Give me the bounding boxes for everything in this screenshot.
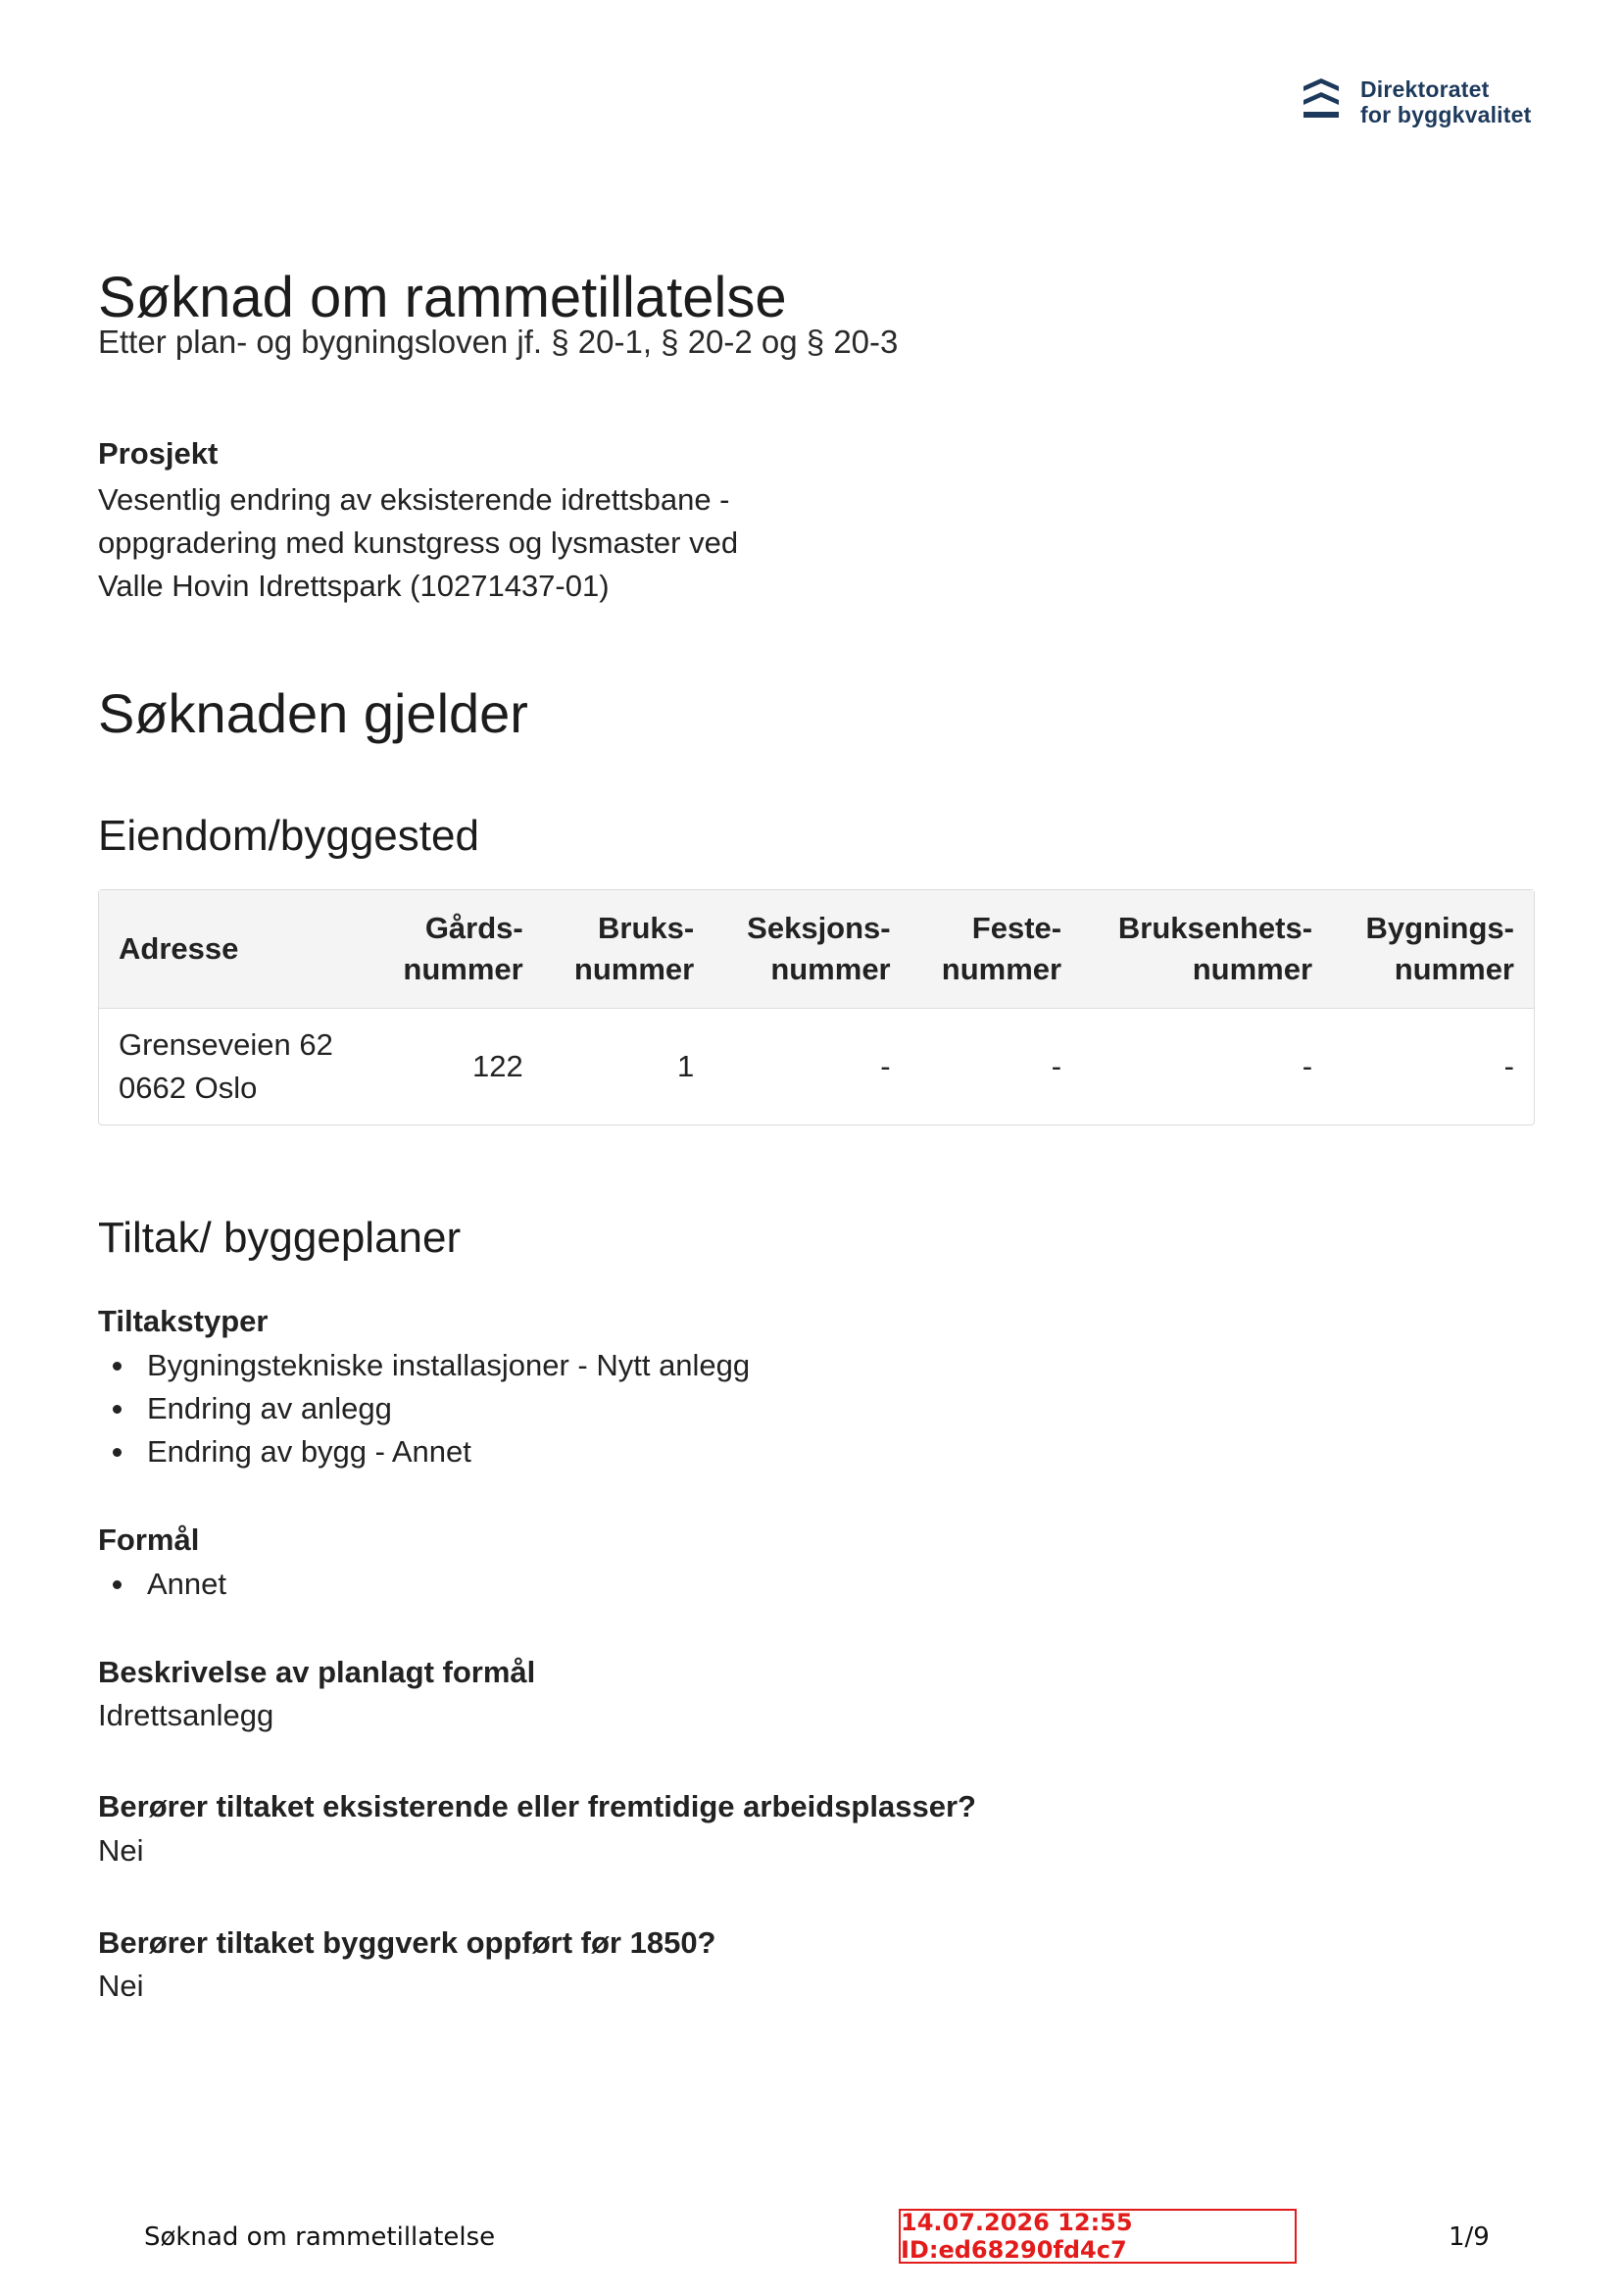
dibk-logo bbox=[1302, 76, 1531, 127]
logo-line-1: Direktoratet bbox=[1360, 76, 1490, 102]
tiltakstyper-label: Tiltakstyper bbox=[98, 1304, 269, 1338]
cell-gardsnummer: 122 bbox=[472, 1049, 523, 1083]
list-item: Endring av anlegg bbox=[98, 1387, 750, 1430]
footer-doc-title: Søknad om rammetillatelse bbox=[144, 2222, 496, 2252]
col-adresse: Adresse bbox=[99, 890, 371, 1009]
workplaces-answer: Nei bbox=[98, 1833, 144, 1868]
project-line: oppgradering med kunstgress og lysmaster ved bbox=[98, 525, 739, 560]
formal-label: Formål bbox=[98, 1522, 200, 1557]
col-bygningsnummer: Bygnings- nummer bbox=[1332, 890, 1534, 1009]
cell-bruksenhetsnummer: - bbox=[1302, 1049, 1313, 1083]
col-bruksnummer: Bruks- nummer bbox=[543, 890, 713, 1009]
col-festenummer: Feste- nummer bbox=[910, 890, 1081, 1009]
property-table bbox=[98, 889, 1535, 1125]
list-item: Endring av bygg - Annet bbox=[98, 1430, 750, 1473]
dibk-logo-icon bbox=[1302, 76, 1341, 124]
formal-list bbox=[98, 1563, 226, 1606]
cell-festenummer: - bbox=[1051, 1049, 1062, 1083]
project-label: Prosjekt bbox=[98, 436, 219, 471]
page-subtitle: Etter plan- og bygningsloven jf. § 20-1, § 20-2 og § 20-3 bbox=[98, 324, 899, 360]
cell-adresse: Grenseveien 62 0662 Oslo bbox=[119, 1027, 333, 1105]
page-title: Søknad om rammetillatelse bbox=[98, 266, 787, 329]
pre1850-answer: Nei bbox=[98, 1969, 144, 2003]
project-line: Vesentlig endring av eksisterende idrettsbane - bbox=[98, 482, 730, 517]
table-row bbox=[99, 1009, 1534, 1124]
table-header-row bbox=[99, 890, 1534, 1009]
project-description bbox=[98, 478, 738, 608]
logo-line-2: for byggkvalitet bbox=[1360, 102, 1532, 127]
logo-wordmark bbox=[1360, 76, 1531, 127]
property-heading: Eiendom/byggested bbox=[98, 812, 479, 860]
workplaces-question: Berører tiltaket eksisterende eller fremtidige arbeidsplasser? bbox=[98, 1789, 976, 1823]
tiltakstyper-list bbox=[98, 1344, 750, 1473]
list-item: Bygningstekniske installasjoner - Nytt anlegg bbox=[98, 1344, 750, 1387]
col-seksjonsnummer: Seksjons- nummer bbox=[713, 890, 910, 1009]
section-heading: Søknaden gjelder bbox=[98, 682, 528, 744]
list-item: Annet bbox=[98, 1563, 226, 1606]
pre1850-question: Berører tiltaket byggverk oppført før 1850? bbox=[98, 1925, 716, 1960]
timestamp-stamp: 14.07.2026 12:55 ID:ed68290fd4c7 bbox=[899, 2209, 1297, 2264]
cell-seksjonsnummer: - bbox=[880, 1049, 891, 1083]
project-line: Valle Hovin Idrettspark (10271437-01) bbox=[98, 569, 610, 603]
description-label: Beskrivelse av planlagt formål bbox=[98, 1655, 536, 1689]
cell-bruksnummer: 1 bbox=[676, 1049, 695, 1083]
col-gardsnummer: Gårds- nummer bbox=[371, 890, 542, 1009]
col-bruksenhetsnummer: Bruksenhets- nummer bbox=[1081, 890, 1332, 1009]
tiltak-heading: Tiltak/ byggeplaner bbox=[98, 1214, 462, 1262]
page-number: 1/9 bbox=[1449, 2222, 1490, 2252]
cell-bygningsnummer: - bbox=[1503, 1049, 1514, 1083]
description-value: Idrettsanlegg bbox=[98, 1698, 274, 1732]
